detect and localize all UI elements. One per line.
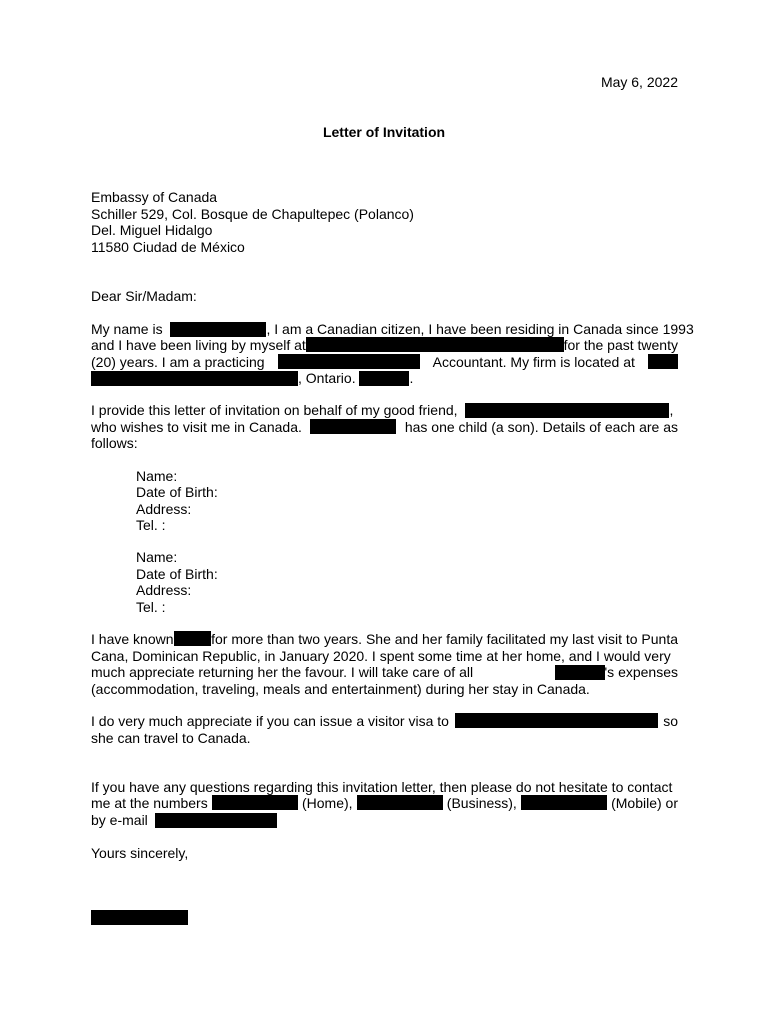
text-line: [91, 370, 413, 386]
text-segment: Accountant. My firm is located at: [432, 354, 635, 370]
field-label-tel: Tel. :: [136, 599, 166, 615]
text-line: [91, 337, 678, 353]
text-segment: (20) years. I am a practicing: [91, 354, 265, 370]
text-segment: I do very much appreciate if you can issue a visitor visa to: [91, 713, 449, 729]
redaction-block: [212, 795, 298, 810]
closing: Yours sincerely,: [91, 845, 189, 861]
text-line: (accommodation, traveling, meals and entertainment) during her stay in Canada.: [91, 681, 590, 697]
redaction-block: [648, 354, 678, 369]
text-segment: If you have any questions regarding this invitation letter, then please do not hesitate to contact: [91, 779, 673, 795]
text-segment: (Business),: [446, 795, 517, 811]
text-segment: much appreciate returning her the favour. I will take care of all: [91, 664, 474, 680]
text-segment: who wishes to visit me in Canada.: [91, 419, 302, 435]
text-line: [91, 402, 673, 418]
field-label-tel: Tel. :: [136, 517, 166, 533]
redaction-block: [555, 665, 605, 680]
redaction-block: [455, 713, 658, 728]
text-segment: .: [409, 370, 414, 386]
text-line: [91, 354, 678, 370]
text-line: she can travel to Canada.: [91, 730, 251, 746]
text-line: [91, 795, 678, 811]
text-segment: has one child (a son). Details of each are as: [404, 419, 678, 435]
signature-redaction: [91, 910, 188, 925]
text-segment: , Ontario.: [298, 370, 356, 386]
text-segment: My name is: [91, 321, 163, 337]
text-line: [91, 664, 678, 680]
text-line: [91, 648, 678, 664]
field-label-address: Address:: [136, 582, 192, 598]
text-segment: Cana, Dominican Republic, in January 2020. I spent some time at her home, and I would very: [91, 648, 671, 664]
text-line: [91, 631, 678, 647]
text-line: [91, 713, 678, 729]
text-segment: ,: [669, 402, 674, 418]
field-label-name: Name:: [136, 549, 178, 565]
text-segment: me at the numbers: [91, 795, 208, 811]
text-line: [91, 779, 678, 795]
letter-date: May 6, 2022: [600, 74, 678, 90]
redaction-block: [306, 337, 564, 352]
redaction-block: [278, 354, 420, 369]
redaction-block: [310, 419, 396, 434]
text-segment: so: [663, 713, 678, 729]
text-segment: 's expenses: [604, 664, 678, 680]
redaction-block: [521, 795, 607, 810]
text-segment: I provide this letter of invitation on behalf of my good friend,: [91, 402, 458, 418]
recipient-line: Schiller 529, Col. Bosque de Chapultepec (Polanco): [91, 206, 414, 222]
field-label-address: Address:: [136, 501, 192, 517]
redaction-block: [359, 371, 409, 386]
field-label-dob: Date of Birth:: [136, 566, 218, 582]
text-line: [91, 419, 678, 435]
field-label-dob: Date of Birth:: [136, 484, 218, 500]
text-line: [91, 812, 277, 828]
salutation: Dear Sir/Madam:: [91, 288, 197, 304]
text-segment: for more than two years. She and her family facilitated my last visit to Punta: [211, 631, 678, 647]
field-label-name: Name:: [136, 468, 178, 484]
redaction-block: [155, 813, 277, 828]
text-segment: for the past twenty: [563, 337, 678, 353]
recipient-line: Embassy of Canada: [91, 189, 218, 205]
text-segment: (Home),: [301, 795, 353, 811]
text-segment: I have known: [91, 631, 174, 647]
redaction-block: [170, 322, 266, 337]
text-segment: , I am a Canadian citizen, I have been residing in Canada since 1993: [266, 321, 694, 337]
text-line: [91, 321, 694, 337]
letter-title: Letter of Invitation: [322, 124, 446, 140]
redaction-block: [174, 631, 212, 646]
recipient-line: 11580 Ciudad de México: [91, 239, 245, 255]
text-segment: by e-mail: [91, 812, 148, 828]
recipient-line: Del. Miguel Hidalgo: [91, 222, 213, 238]
redaction-block: [91, 371, 298, 386]
text-line: follows:: [91, 435, 138, 451]
text-segment: (Mobile) or: [611, 795, 678, 811]
text-segment: and I have been living by myself at: [91, 337, 306, 353]
redaction-block: [465, 403, 669, 418]
redaction-block: [357, 795, 443, 810]
